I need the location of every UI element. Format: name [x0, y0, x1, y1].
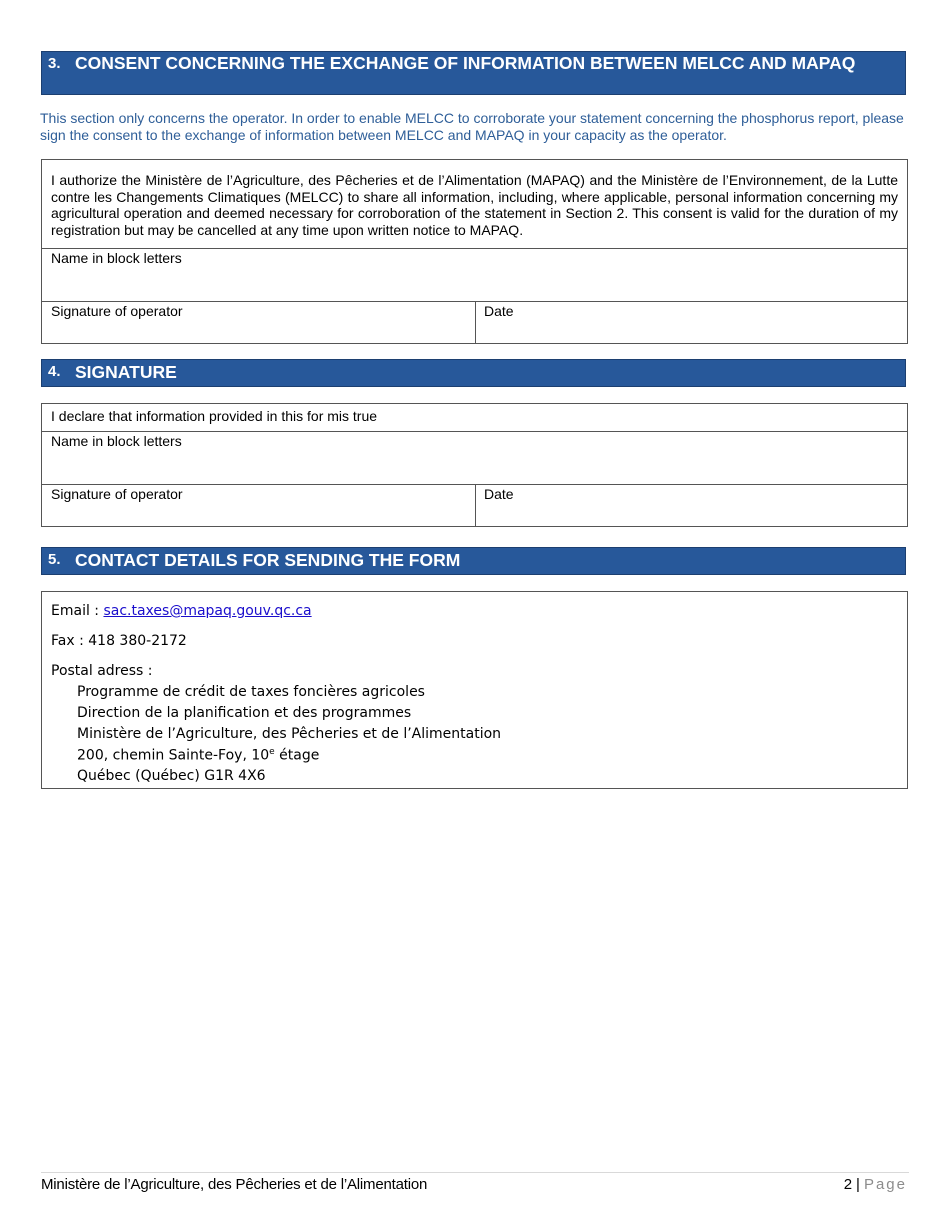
address-line-4	[77, 747, 319, 764]
section-5-header	[41, 547, 906, 575]
address-line-3: Ministère de l’Agriculture, des Pêcheries et de l’Alimentation	[77, 726, 502, 742]
address-line-4-superscript: e	[269, 747, 275, 757]
address-line-1: Programme de crédit de taxes foncières agricoles	[77, 684, 425, 700]
declaration-text: I declare that information provided in this for mis true	[51, 408, 378, 424]
consent-statement: I authorize the Ministère de l’Agriculture, des Pêcheries et de l’Alimentation (MAPAQ) and the Ministère de l’Environnement, de la Lutte contre les Changements Climatiques (MELCC) to share all information, including, where applicable, personal information concerning my agricultural operation and deemed necessary for corroboration of the statement in Section 2. This consent is valid for the duration of my registration but may be cancelled at any time upon written notice to MAPAQ.	[51, 172, 898, 238]
consent-date-field[interactable]	[475, 301, 907, 343]
email-label: Email :	[51, 603, 104, 619]
consent-signature-label: Signature of operator	[51, 303, 183, 319]
address-line-4-main: 200, chemin Sainte-Foy, 10	[77, 747, 270, 764]
section-3-title: CONSENT CONCERNING THE EXCHANGE OF INFORMATION BETWEEN MELCC AND MAPAQ	[75, 53, 856, 73]
signature-name-label: Name in block letters	[51, 433, 182, 449]
footer-divider	[41, 1172, 909, 1173]
consent-name-field[interactable]	[42, 248, 907, 301]
consent-date-label: Date	[484, 303, 514, 319]
page-label: Page	[863, 1176, 907, 1193]
postal-label: Postal adress :	[51, 663, 153, 679]
address-line-2: Direction de la planification et des programmes	[77, 705, 412, 721]
signature-name-field[interactable]	[42, 431, 907, 484]
consent-name-label: Name in block letters	[51, 250, 182, 266]
email-link[interactable]: sac.taxes@mapaq.gouv.qc.ca	[103, 603, 312, 619]
signature-form-box	[41, 403, 908, 527]
page-number: 2	[843, 1176, 853, 1193]
signature-date-field[interactable]	[475, 484, 907, 526]
footer-page-indicator	[844, 1176, 907, 1193]
section-5-number: 5.	[48, 551, 61, 568]
consent-form-box	[41, 159, 908, 344]
email-line	[51, 603, 312, 619]
signature-date-label: Date	[484, 486, 514, 502]
declaration-row	[42, 406, 907, 431]
signature-operator-field[interactable]	[42, 484, 475, 526]
section-3-header	[41, 51, 906, 95]
section-5-title: CONTACT DETAILS FOR SENDING THE FORM	[75, 550, 461, 570]
page-separator: |	[856, 1176, 860, 1193]
contact-details-box	[41, 591, 908, 789]
section-4-header	[41, 359, 906, 387]
footer-ministry: Ministère de l’Agriculture, des Pêcheries et de l’Alimentation	[41, 1176, 428, 1193]
address-line-4-end: étage	[274, 747, 320, 764]
section-4-number: 4.	[48, 363, 61, 380]
signature-operator-label: Signature of operator	[51, 486, 183, 502]
address-line-5: Québec (Québec) G1R 4X6	[77, 768, 266, 784]
section-3-number: 3.	[48, 55, 61, 72]
fax-line: Fax : 418 380-2172	[51, 633, 187, 649]
section-3-intro: This section only concerns the operator. In order to enable MELCC to corroborate your statement concerning the phosphorus report, please sign the consent to the exchange of information between MELCC and MAPAQ in your capacity as the operator.	[40, 110, 904, 143]
section-4-title: SIGNATURE	[75, 362, 177, 382]
consent-signature-field[interactable]	[42, 301, 475, 343]
